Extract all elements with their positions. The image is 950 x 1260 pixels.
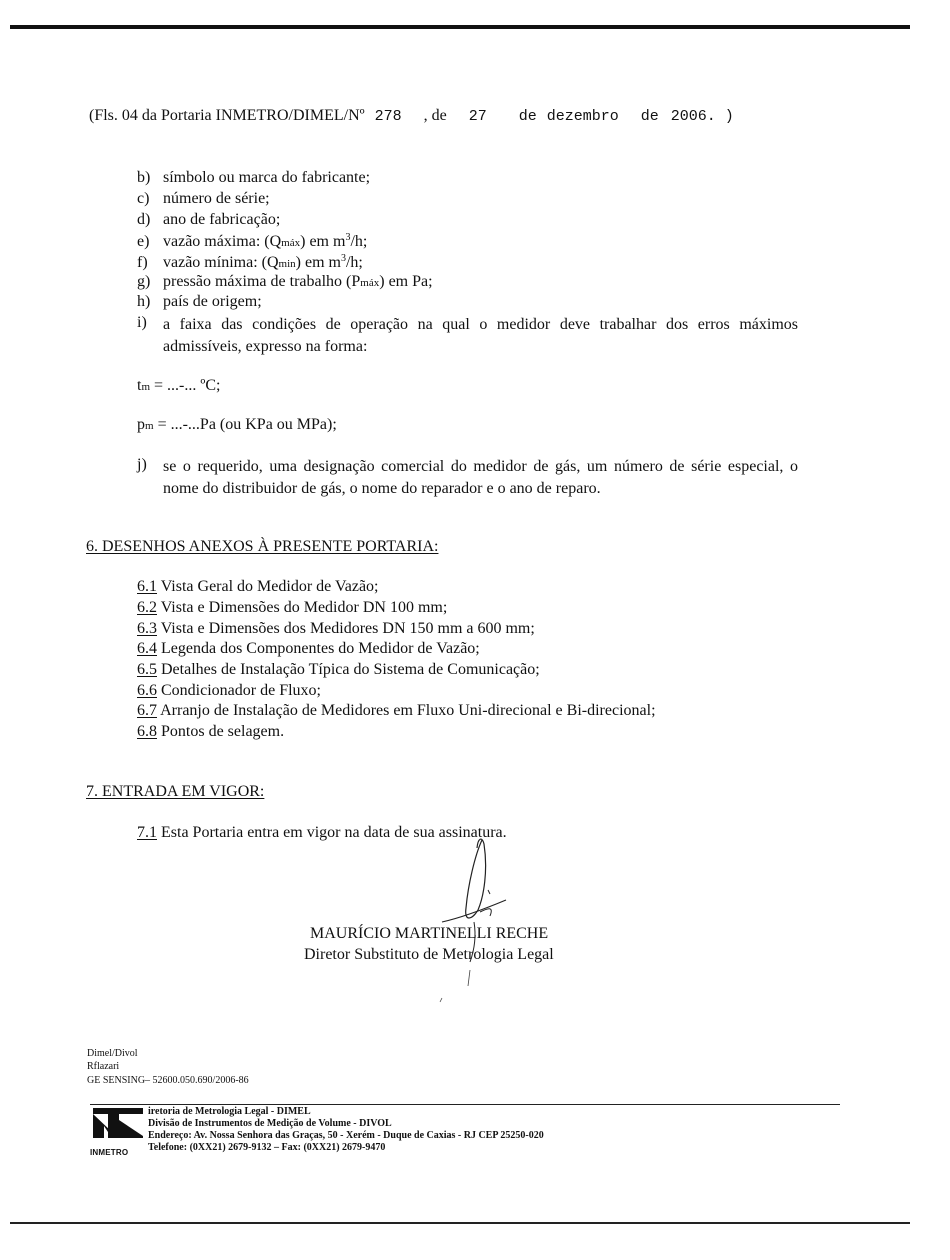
inmetro-logo [90, 1106, 146, 1146]
reference-line-1: Dimel/Divol [87, 1048, 138, 1059]
list-item-j-text: se o requerido, uma designação comercial do medidor de gás, um número de série especial, o nome do distribuidor de gás, o nome do reparador e o ano de reparo. [163, 458, 798, 497]
header-comma-de: , de [423, 107, 447, 124]
footer-rule [90, 1104, 840, 1105]
section-7-entry: 7.1 Esta Portaria entra em vigor na data de sua assinatura. [137, 824, 507, 841]
header-day: 27 [468, 108, 487, 125]
inmetro-logo-text: INMETRO [90, 1148, 129, 1157]
list-item-i-letter: i) [137, 314, 147, 331]
list-item-h: h) país de origem; [137, 293, 262, 310]
section-6-entry: 6.4 Legenda dos Componentes do Medidor de Vazão; [137, 640, 480, 657]
list-item-j-letter: j) [137, 456, 147, 473]
footer-line-4: Telefone: (0XX21) 2679-9132 – Fax: (0XX21) 2679-9470 [148, 1142, 386, 1153]
header-prefix: (Fls. 04 da Portaria INMETRO/DIMEL/Nº [89, 107, 365, 124]
reference-line-3: GE SENSING– 52600.050.690/2006-86 [87, 1075, 249, 1086]
list-item-b: b) símbolo ou marca do fabricante; [137, 169, 371, 186]
footer-line-2: Divisão de Instrumentos de Medição de Volume - DIVOL [148, 1118, 392, 1129]
footer-line-3: Endereço: Av. Nossa Senhora das Graças, 50 - Xerém - Duque de Caxias - RJ CEP 25250-020 [148, 1130, 544, 1141]
list-item-g: g) pressão máxima de trabalho (Pmáx) em Pa; [137, 273, 433, 290]
section-7-title: 7. ENTRADA EM VIGOR: [86, 783, 265, 800]
signatory-role: Diretor Substituto de Metrologia Legal [304, 946, 554, 963]
section-6-title: 6. DESENHOS ANEXOS À PRESENTE PORTARIA: [86, 538, 439, 555]
top-rule [10, 25, 910, 29]
list-item-e: e) vazão máxima: (Qmáx) em $m^3/h$; [137, 232, 368, 250]
list-item-i-text: a faixa das condições de operação na qual o medidor deve trabalhar dos erros máximos admissíveis, expresso na forma: [163, 316, 798, 355]
portaria-number: 278 [374, 108, 402, 125]
footer-line-1: iretoria de Metrologia Legal - DIMEL [148, 1106, 311, 1117]
handwritten-signature [420, 830, 530, 1010]
section-6-entry: 6.5 Detalhes de Instalação Típica do Sistema de Comunicação; [137, 661, 540, 678]
section-6-entry: 6.7 Arranjo de Instalação de Medidores em Fluxo Uni-direcional e Bi-direcional; [137, 702, 656, 719]
section-6-entry: 6.6 Condicionador de Fluxo; [137, 682, 321, 699]
header-month: dezembro [546, 108, 619, 125]
section-6-entry: 6.3 Vista e Dimensões dos Medidores DN 150 mm a 600 mm; [137, 620, 535, 637]
section-6-entry: 6.2 Vista e Dimensões do Medidor DN 100 mm; [137, 599, 448, 616]
formula-pm: pm = ...-...Pa (ou KPa ou MPa); [137, 416, 337, 433]
list-item-c: c) número de série; [137, 190, 270, 207]
header-de-1: de [518, 108, 537, 125]
header-year: 2006. ) [670, 108, 734, 125]
reference-line-2: Rflazari [87, 1061, 120, 1072]
list-item-f: f) vazão mínima: (Qmin) em $m^3/h$; [137, 253, 363, 271]
list-item-d: d) ano de fabricação; [137, 211, 281, 228]
formula-tm: tm = ...-... ºC; [137, 377, 221, 394]
section-6-entry: 6.8 Pontos de selagem. [137, 723, 285, 740]
section-6-entry: 6.1 Vista Geral do Medidor de Vazão; [137, 578, 379, 595]
header-de-2: de [640, 108, 659, 125]
signatory-name: MAURÍCIO MARTINELLI RECHE [310, 925, 549, 942]
page-header [89, 107, 734, 125]
bottom-rule [10, 1222, 910, 1224]
